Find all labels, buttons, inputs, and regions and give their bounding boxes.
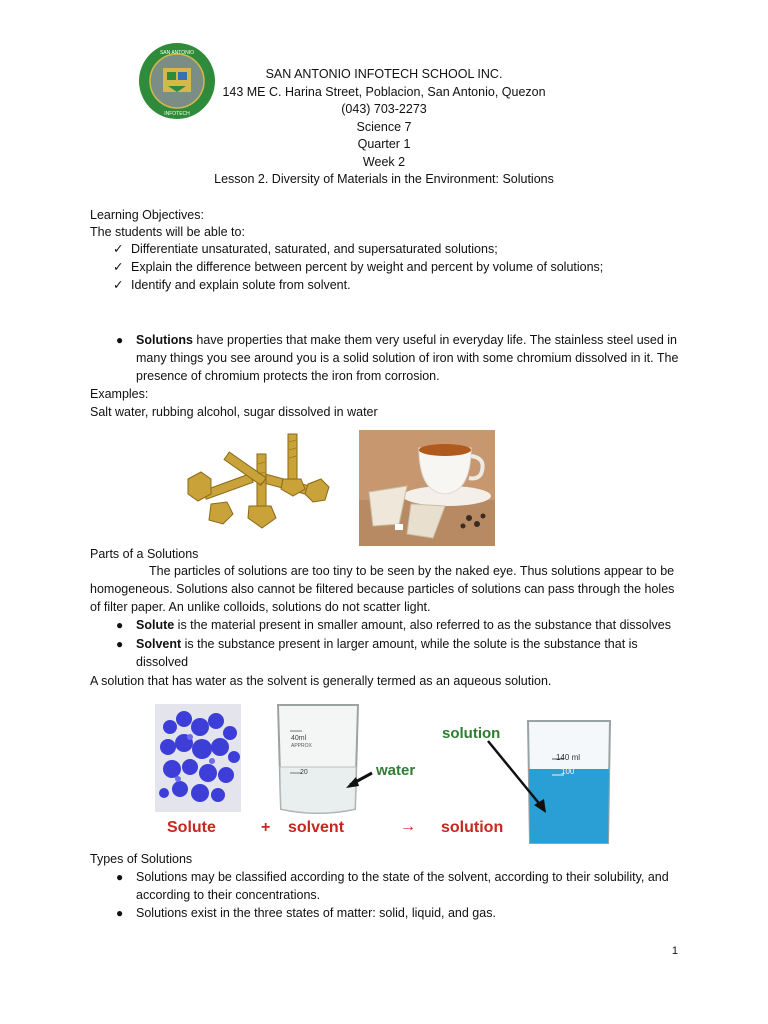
parts-heading: Parts of a Solutions: [90, 547, 199, 561]
solutions-para-line: Solutions have properties that make them very useful in everyday life. The stainless steel used in: [136, 333, 677, 347]
solute-label: Solute: [167, 819, 216, 836]
quarter: Quarter 1: [357, 137, 411, 151]
beaker2-level-mark: 100: [561, 767, 575, 776]
types-heading: Types of Solutions: [90, 852, 193, 866]
brass-bolts-image: [183, 424, 333, 542]
solvent-definition-cont: dissolved: [136, 655, 189, 669]
beaker-volume-mark: 40ml: [291, 735, 307, 742]
aqueous-sentence: A solution that has water as the solvent is generally termed as an aqueous solution.: [90, 674, 552, 688]
bullet-icon: ●: [116, 637, 124, 651]
school-name: SAN ANTONIO INFOTECH SCHOOL INC.: [265, 67, 503, 81]
types-bullet-line: Solutions exist in the three states of matter: solid, liquid, and gas.: [136, 906, 496, 920]
objective-item: ✓ Identify and explain solute from solvent.: [113, 277, 351, 295]
solution-top-label: solution: [442, 725, 501, 742]
parts-para-line: homogeneous. Solutions also cannot be filtered because particles of solutions can pass through the holes: [90, 582, 675, 596]
types-bullet-line: according to their concentrations.: [136, 888, 321, 902]
beaker2-volume-mark: 140 ml: [556, 753, 581, 762]
examples-text: Salt water, rubbing alcohol, sugar dissolved in water: [90, 405, 378, 419]
solutions-para-line: presence of chromium protects the iron from corrosion.: [136, 369, 440, 383]
objectives-intro: The students will be able to:: [90, 225, 245, 239]
bullet-icon: ●: [116, 333, 124, 347]
subject: Science 7: [356, 119, 412, 134]
objective-item: ✓ Explain the difference between percent by weight and percent by volume of solutions;: [113, 259, 603, 277]
school-phone: (043) 703-2273: [341, 102, 427, 116]
solution-diagram: [150, 697, 620, 847]
checkmark-icon: ✓: [113, 278, 124, 292]
plus-sign: +: [261, 819, 271, 836]
page-number: 1: [671, 945, 678, 957]
water-label: water: [376, 762, 416, 779]
arrow-icon: →: [400, 818, 416, 835]
bullet-icon: ●: [116, 618, 124, 632]
solute-definition: Solute is the material present in smaller amount, also referred to as the substance that dissolves: [136, 618, 671, 632]
lesson-title: Lesson 2. Diversity of Materials in the Environment: Solutions: [214, 172, 554, 186]
parts-para-line: The particles of solutions are too tiny to be seen by the naked eye. Thus solutions appear to be: [149, 564, 675, 578]
beaker-level-mark: 20: [300, 769, 308, 776]
bullet-icon: ●: [116, 870, 124, 884]
checkmark-icon: ✓: [113, 242, 124, 256]
svg-text:SAN ANTONIO: SAN ANTONIO: [159, 50, 195, 56]
solution-label: solution: [441, 819, 504, 836]
objectives-heading: Learning Objectives:: [90, 208, 204, 222]
tea-cup-image: [359, 430, 495, 546]
objective-item: ✓ Differentiate unsaturated, saturated, and supersaturated solutions;: [113, 241, 498, 259]
checkmark-icon: ✓: [113, 260, 124, 274]
document-header: [0, 66, 768, 189]
solutions-para-line: many things you see around you is a solid solution of iron with some chromium dissolved in it. The: [136, 351, 679, 365]
parts-para-line: of filter paper. An unlike colloids, solutions do not scatter light.: [90, 600, 431, 614]
svg-text:INFOTECH: INFOTECH: [164, 111, 190, 117]
school-address: 143 ME C. Harina Street, Poblacion, San Antonio, Quezon: [222, 84, 546, 99]
week: Week 2: [362, 154, 406, 169]
solvent-label: solvent: [288, 819, 345, 836]
solvent-definition: Solvent is the substance present in larger amount, while the solute is the substance that is: [136, 637, 638, 651]
beaker-approx-mark: APPROX: [291, 743, 312, 749]
examples-heading: Examples:: [90, 387, 149, 401]
types-bullet-line: Solutions may be classified according to the state of the solvent, according to their solubility, and: [136, 870, 669, 884]
bullet-icon: ●: [116, 906, 124, 920]
